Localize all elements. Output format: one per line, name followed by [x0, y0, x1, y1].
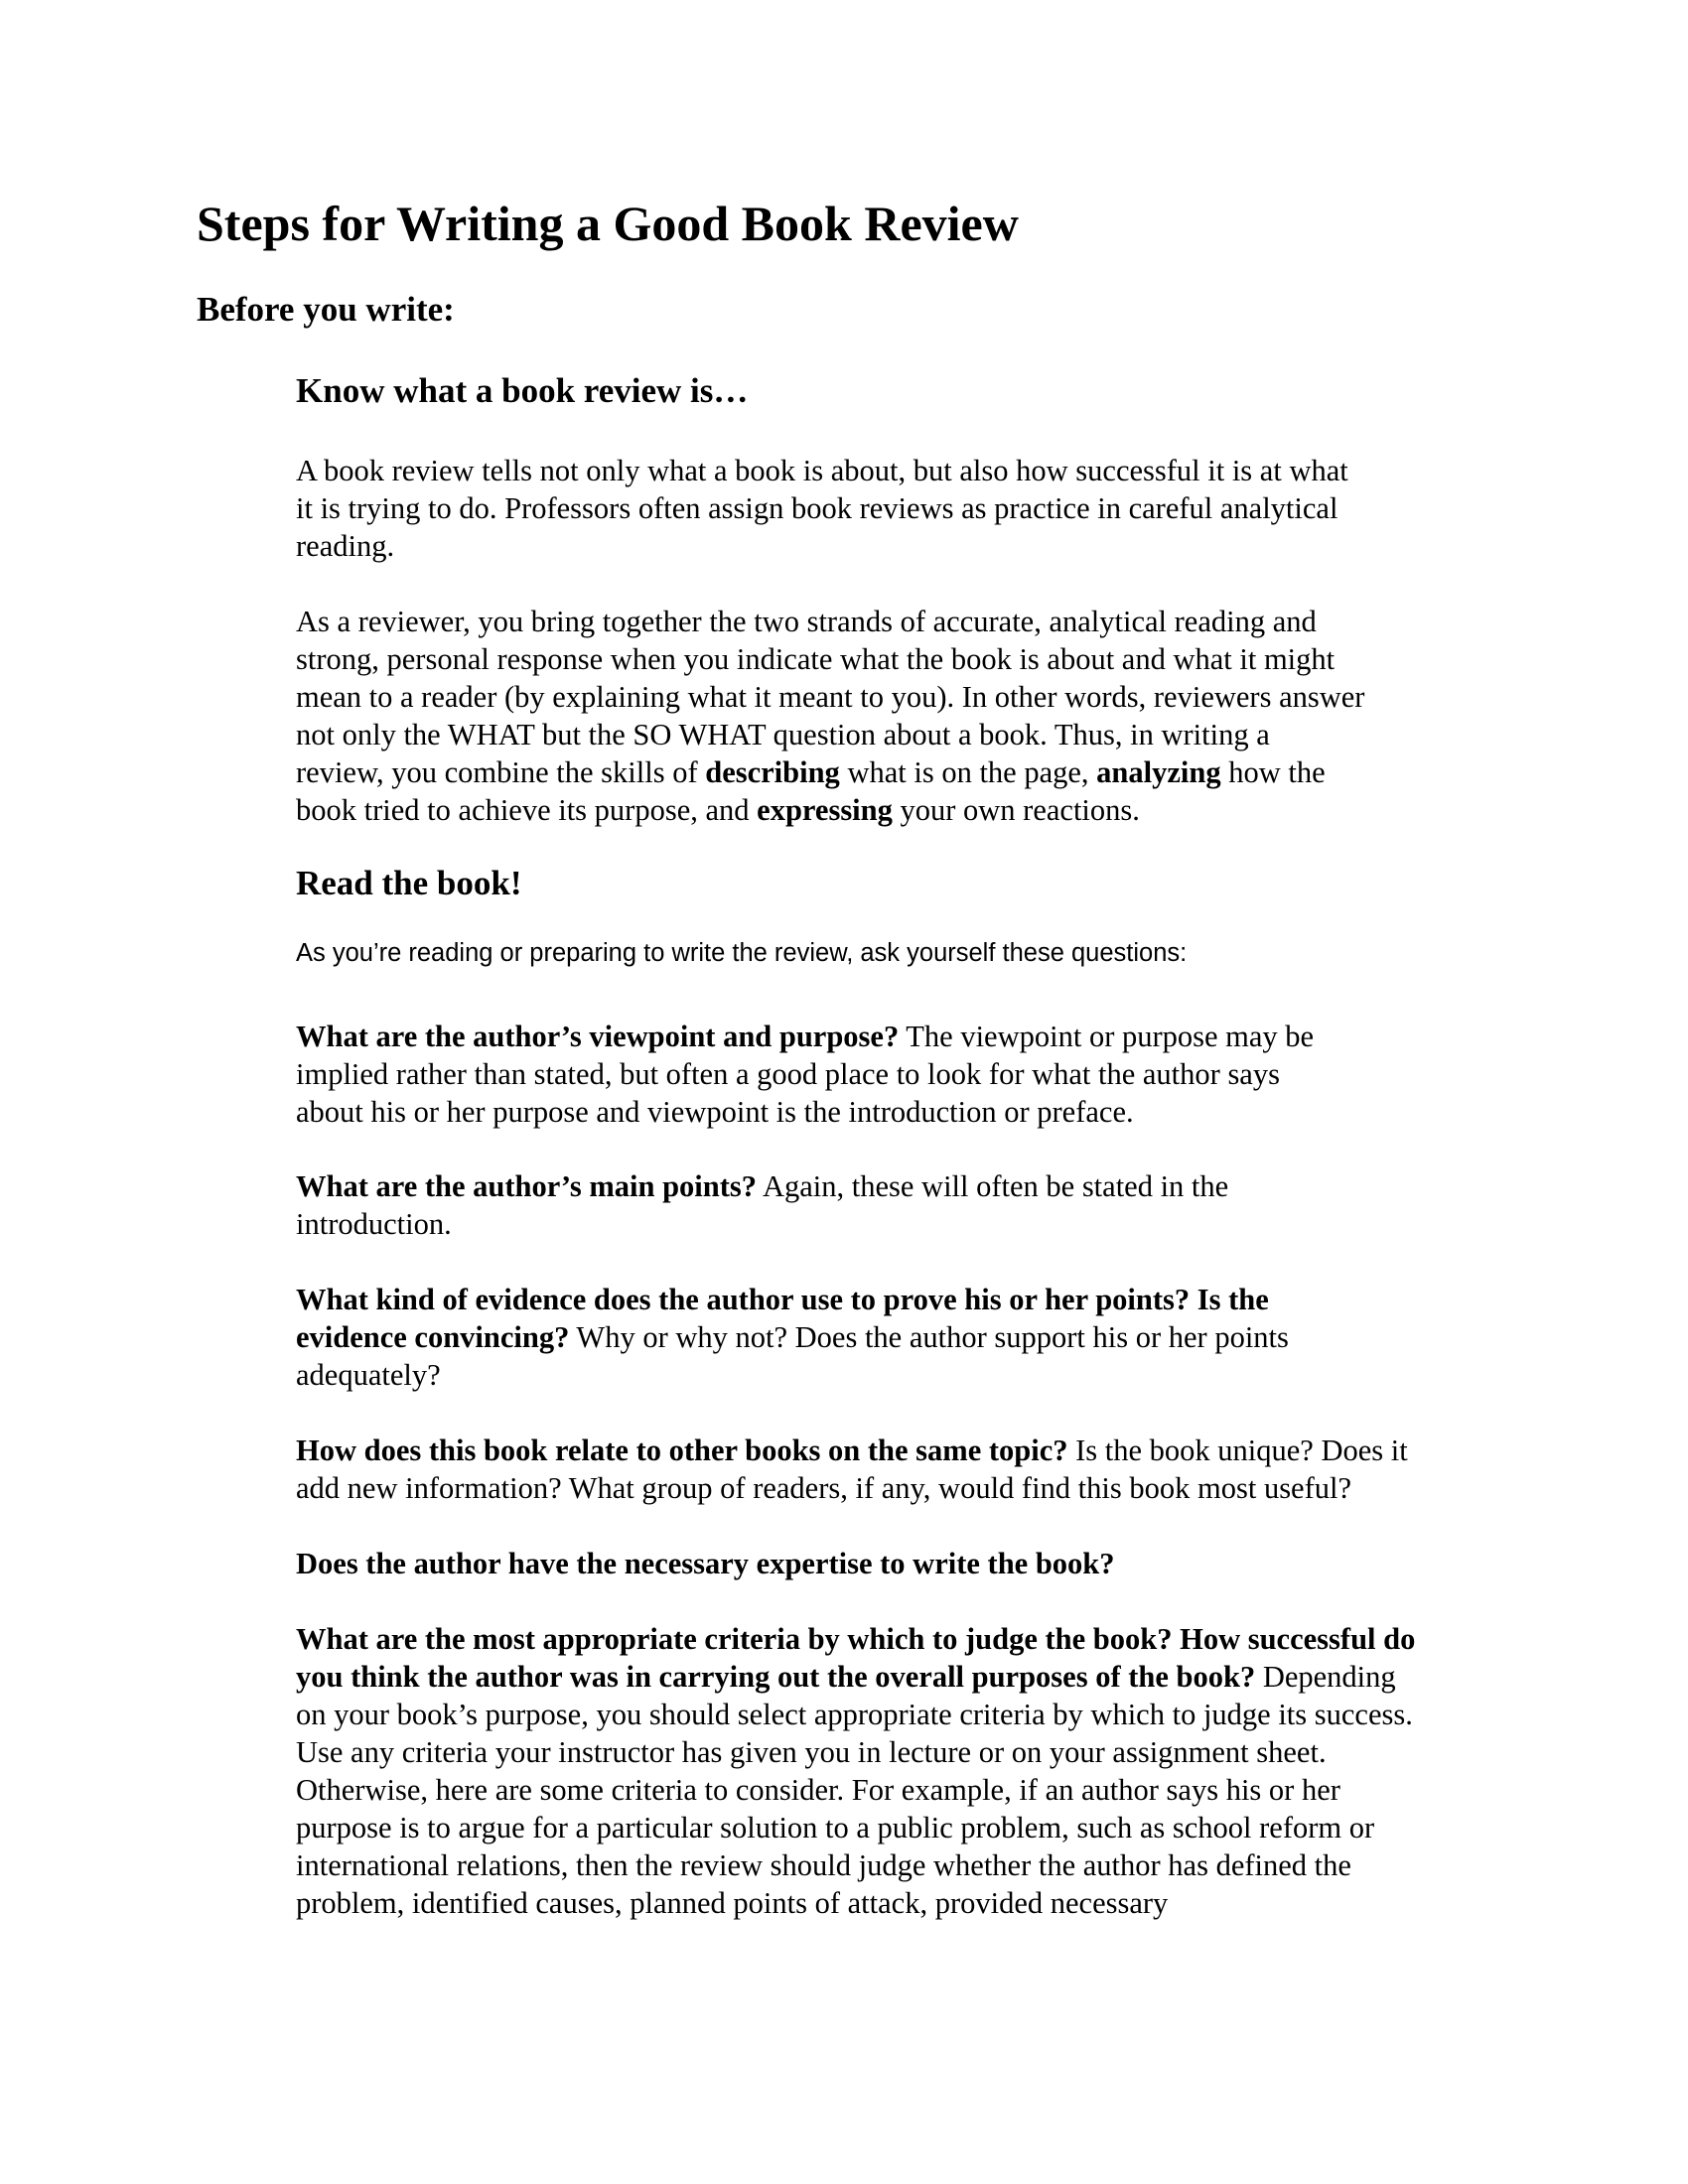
- subheading-know-what-a-book-review-is: Know what a book review is…: [296, 371, 749, 410]
- question-title: How does this book relate to other books on the same topic?: [296, 1433, 1068, 1467]
- paragraph-line: [296, 1281, 1289, 1318]
- paragraph-line: [296, 1018, 1314, 1055]
- text-run: book tried to achieve its purpose, and: [296, 793, 758, 827]
- question-title: Does the author have the necessary expertise to write the book?: [296, 1547, 1115, 1580]
- paragraph-reviewer-role: [296, 603, 1364, 829]
- question-viewpoint-purpose: [296, 1018, 1314, 1131]
- paragraph-line: A book review tells not only what a book is about, but also how successful it is at what: [296, 454, 1348, 487]
- question-title: What are the author’s main points?: [296, 1169, 758, 1203]
- question-related-books: [296, 1432, 1408, 1507]
- emphasis-expressing: expressing: [757, 793, 893, 827]
- paragraph-line: [296, 1318, 1289, 1356]
- paragraph-line: [296, 1658, 1415, 1696]
- question-criteria: [296, 1620, 1415, 1922]
- paragraph-line: mean to a reader (by explaining what it meant to you). In other words, reviewers answer: [296, 680, 1365, 714]
- paragraph-line: implied rather than stated, but often a good place to look for what the author says: [296, 1057, 1280, 1091]
- emphasis-describing: describing: [705, 755, 840, 789]
- text-run: Is the book unique? Does it: [1067, 1433, 1408, 1467]
- paragraph-definition: [296, 452, 1348, 565]
- paragraph-line: Use any criteria your instructor has given you in lecture or on your assignment sheet.: [296, 1735, 1327, 1769]
- question-title: What kind of evidence does the author use to prove his or her points? Is the: [296, 1283, 1269, 1316]
- emphasis-analyzing: analyzing: [1096, 755, 1221, 789]
- question-main-points: [296, 1167, 1228, 1243]
- question-evidence: [296, 1281, 1289, 1394]
- paragraph-line: it is trying to do. Professors often assign book reviews as practice in careful analytical: [296, 491, 1338, 525]
- questions-intro: As you’re reading or preparing to write the review, ask yourself these questions:: [296, 939, 1188, 967]
- paragraph-line: As a reviewer, you bring together the two strands of accurate, analytical reading and: [296, 605, 1317, 638]
- paragraph-line: [296, 1432, 1408, 1469]
- paragraph-line: adequately?: [296, 1358, 441, 1392]
- paragraph-line: reading.: [296, 529, 395, 563]
- paragraph-line: not only the WHAT but the SO WHAT question about a book. Thus, in writing a: [296, 718, 1270, 751]
- text-run: how the: [1220, 755, 1326, 789]
- paragraph-line: strong, personal response when you indicate what the book is about and what it might: [296, 642, 1336, 676]
- paragraph-line: [296, 1545, 1115, 1582]
- text-run: your own reactions.: [892, 793, 1140, 827]
- paragraph-line: international relations, then the review should judge whether the author has defined the: [296, 1848, 1351, 1882]
- paragraph-line: problem, identified causes, planned points of attack, provided necessary: [296, 1886, 1169, 1920]
- paragraph-line: [296, 1167, 1228, 1205]
- text-run: Depending: [1255, 1660, 1396, 1694]
- question-expertise: [296, 1545, 1115, 1582]
- paragraph-line: Otherwise, here are some criteria to consider. For example, if an author says his or her: [296, 1773, 1340, 1807]
- text-run: The viewpoint or purpose may be: [899, 1020, 1315, 1053]
- page-title: Steps for Writing a Good Book Review: [197, 196, 1019, 251]
- paragraph-line: introduction.: [296, 1207, 452, 1241]
- paragraph-line: add new information? What group of readers, if any, would find this book most useful?: [296, 1471, 1352, 1505]
- text-run: what is on the page,: [839, 755, 1097, 789]
- question-title: evidence convincing?: [296, 1320, 570, 1354]
- text-run: review, you combine the skills of: [296, 755, 706, 789]
- question-title: What are the author’s viewpoint and purpose?: [296, 1020, 900, 1053]
- question-title: you think the author was in carrying out the overall purposes of the book?: [296, 1660, 1256, 1694]
- paragraph-line: [296, 753, 1364, 791]
- paragraph-line: about his or her purpose and viewpoint is the introduction or preface.: [296, 1095, 1134, 1129]
- paragraph-line: purpose is to argue for a particular solution to a public problem, such as school reform or: [296, 1811, 1375, 1844]
- subheading-read-the-book: Read the book!: [296, 864, 522, 902]
- paragraph-line: on your book’s purpose, you should select appropriate criteria by which to judge its success.: [296, 1698, 1413, 1731]
- text-run: Again, these will often be stated in the: [757, 1169, 1229, 1203]
- paragraph-line: [296, 1620, 1415, 1658]
- text-run: Why or why not? Does the author support his or her points: [569, 1320, 1289, 1354]
- paragraph-line: [296, 791, 1364, 829]
- section-heading-before-you-write: Before you write:: [197, 290, 455, 329]
- question-title: What are the most appropriate criteria by which to judge the book? How successful do: [296, 1622, 1416, 1656]
